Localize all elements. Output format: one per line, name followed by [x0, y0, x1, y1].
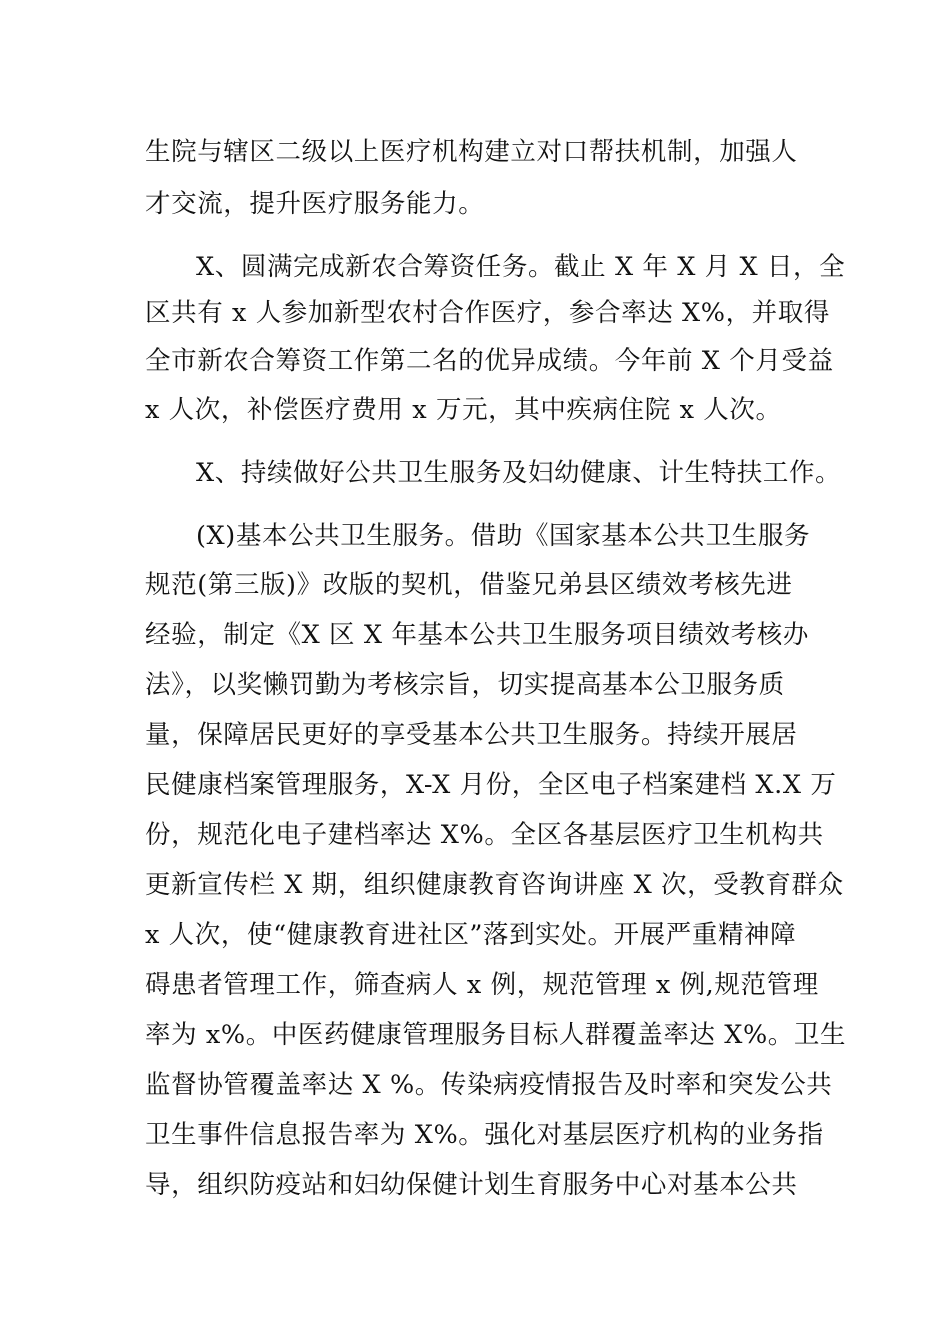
text-line: 规范(第三版)》改版的契机，借鉴兄弟县区绩效考核先进: [145, 570, 793, 600]
text-line: 份，规范化电子建档率达 X%。全区各基层医疗卫生机构共: [145, 820, 824, 850]
paragraph-first-line: X、圆满完成新农合筹资任务。截止 X 年 X 月 X 日，全: [196, 252, 846, 282]
text-line: 法》，以奖懒罚勤为考核宗旨，切实提高基本公卫服务质: [145, 670, 785, 700]
text-line: x 人次，补偿医疗费用 x 万元，其中疾病住院 x 人次。: [145, 395, 782, 425]
text-line: 全市新农合筹资工作第二名的优异成绩。今年前 X 个月受益: [145, 346, 834, 376]
text-line: 率为 x%。中医药健康管理服务目标人群覆盖率达 X%。卫生: [145, 1020, 847, 1050]
paragraph-first-line: (X)基本公共卫生服务。借助《国家基本公共卫生服务: [196, 521, 811, 551]
text-line: 碍患者管理工作，筛查病人 x 例，规范管理 x 例,规范管理: [145, 970, 819, 1000]
text-line: 民健康档案管理服务，X-X 月份，全区电子档案建档 X.X 万: [145, 770, 837, 800]
paragraph-first-line: X、持续做好公共卫生服务及妇幼健康、计生特扶工作。: [196, 458, 842, 488]
text-line: 经验，制定《X 区 X 年基本公共卫生服务项目绩效考核办: [145, 620, 809, 650]
text-line: x 人次，使“健康教育进社区”落到实处。开展严重精神障: [145, 920, 797, 950]
text-line: 量，保障居民更好的享受基本公共卫生服务。持续开展居: [145, 720, 798, 750]
text-line: 才交流，提升医疗服务能力。: [145, 189, 485, 219]
text-line: 更新宣传栏 X 期，组织健康教育咨询讲座 X 次，受教育群众: [145, 870, 844, 900]
text-line: 区共有 x 人参加新型农村合作医疗，参合率达 X%，并取得: [145, 298, 830, 328]
text-line: 卫生事件信息报告率为 X%。强化对基层医疗机构的业务指: [145, 1120, 824, 1150]
text-line: 生院与辖区二级以上医疗机构建立对口帮扶机制，加强人: [145, 137, 798, 167]
text-line: 监督协管覆盖率达 X %。传染病疫情报告及时率和突发公共: [145, 1070, 833, 1100]
text-line: 导，组织防疫站和妇幼保健计划生育服务中心对基本公共: [145, 1170, 798, 1200]
